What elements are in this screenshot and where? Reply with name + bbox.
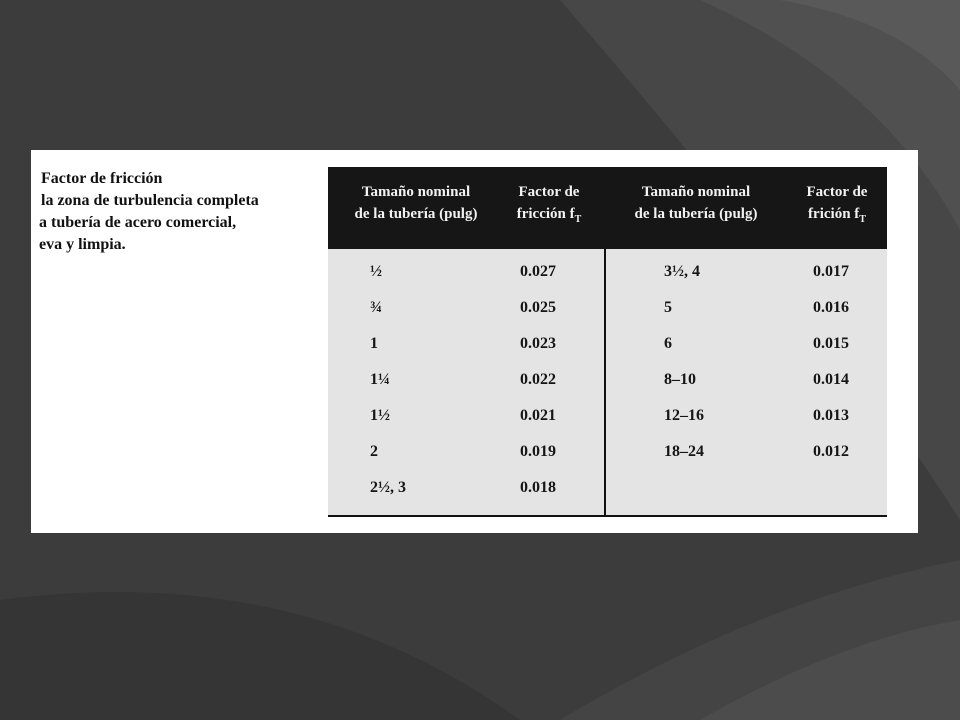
right-size-cell: 6	[664, 335, 672, 352]
left-size-cell: ¾	[370, 299, 382, 316]
right-factor-cell: 0.014	[813, 371, 849, 388]
header-nominal-size-left: Tamaño nominal de la tubería (pulg)	[354, 184, 478, 222]
caption-line: la zona de turbulencia completa	[41, 192, 259, 209]
left-factor-cell: 0.023	[520, 335, 556, 352]
left-factor-cell: 0.025	[520, 299, 556, 316]
caption-line: a tubería de acero comercial,	[39, 214, 237, 231]
right-factor-cell: 0.015	[813, 335, 849, 352]
right-factor-cell: 0.013	[813, 407, 849, 424]
left-factor-cell: 0.022	[520, 371, 556, 388]
table-header	[328, 167, 887, 249]
left-size-cell: 1½	[370, 407, 390, 424]
caption-line: Factor de fricción	[41, 170, 163, 187]
left-size-cell: 1¼	[370, 371, 390, 388]
right-size-cell: 3½, 4	[664, 263, 700, 280]
header-friction-factor-right: Factor de frición $f_T$	[806, 184, 868, 225]
table-bottom-rule	[328, 515, 887, 517]
table-caption	[41, 168, 311, 256]
caption-line: eva y limpia.	[39, 236, 126, 253]
header-nominal-size-right: Tamaño nominal de la tubería (pulg)	[634, 184, 758, 222]
right-factor-cell: 0.012	[813, 443, 849, 460]
left-factor-cell: 0.021	[520, 407, 556, 424]
column-divider	[604, 249, 606, 517]
left-size-cell: 2½, 3	[370, 479, 406, 496]
left-factor-cell: 0.018	[520, 479, 556, 496]
left-size-cell: 1	[370, 335, 378, 352]
left-size-cell: ½	[370, 263, 382, 280]
right-factor-cell: 0.017	[813, 263, 849, 280]
friction-factor-table	[328, 167, 887, 517]
left-size-cell: 2	[370, 443, 378, 460]
right-size-cell: 18–24	[664, 443, 704, 460]
right-size-cell: 8–10	[664, 371, 696, 388]
table-body	[328, 249, 887, 515]
right-size-cell: 5	[664, 299, 672, 316]
right-size-cell: 12–16	[664, 407, 704, 424]
scanned-table-image	[31, 150, 918, 533]
left-factor-cell: 0.027	[520, 263, 556, 280]
left-factor-cell: 0.019	[520, 443, 556, 460]
header-friction-factor-left: Factor de fricción $f_T$	[516, 184, 582, 225]
right-factor-cell: 0.016	[813, 299, 849, 316]
